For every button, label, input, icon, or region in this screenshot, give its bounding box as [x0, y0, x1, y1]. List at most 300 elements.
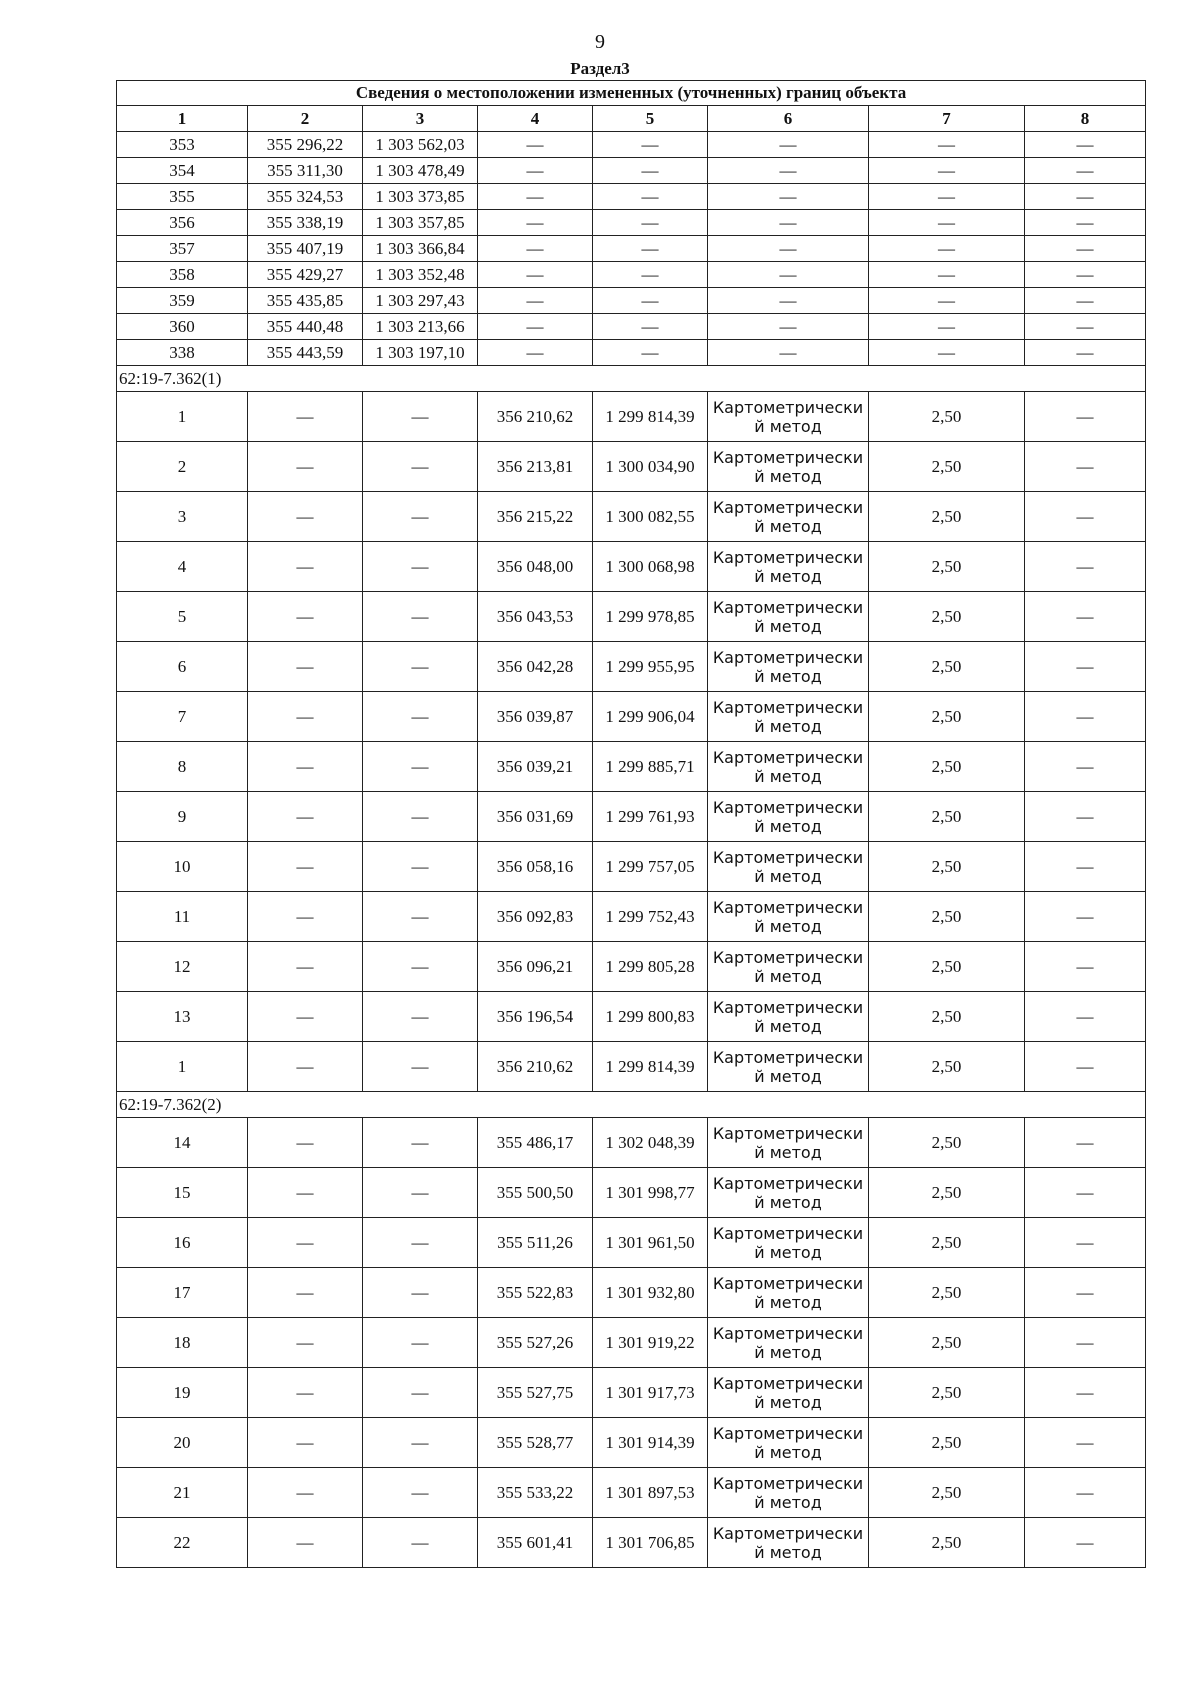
coordinate-x-cell: 355 511,26: [478, 1218, 593, 1268]
group-label: 62:19-7.362(2): [117, 1092, 1146, 1118]
empty-value-cell: —: [248, 1318, 363, 1368]
empty-value-cell: —: [708, 158, 869, 184]
coordinate-x-cell: 355 533,22: [478, 1468, 593, 1518]
point-number-cell: 22: [117, 1518, 248, 1568]
table-row: [117, 442, 1146, 492]
empty-value-cell: —: [1025, 592, 1146, 642]
empty-value-cell: —: [1025, 1518, 1146, 1568]
coordinate-y-cell: 1 303 357,85: [363, 210, 478, 236]
coordinate-x-cell: 356 210,62: [478, 392, 593, 442]
empty-value-cell: —: [1025, 542, 1146, 592]
empty-value-cell: —: [593, 158, 708, 184]
method-cell: Картометрически й метод: [708, 392, 869, 442]
column-header: 1: [117, 106, 248, 132]
coordinate-x-cell: 356 042,28: [478, 642, 593, 692]
coordinate-y-cell: 1 303 562,03: [363, 132, 478, 158]
empty-value-cell: —: [593, 314, 708, 340]
method-cell: Картометрически й метод: [708, 942, 869, 992]
empty-value-cell: —: [363, 1168, 478, 1218]
empty-value-cell: —: [363, 1468, 478, 1518]
empty-value-cell: —: [869, 210, 1025, 236]
method-cell: Картометрически й метод: [708, 1518, 869, 1568]
table-row: [117, 1418, 1146, 1468]
empty-value-cell: —: [248, 1518, 363, 1568]
empty-value-cell: —: [869, 288, 1025, 314]
coordinate-y-cell: 1 303 352,48: [363, 262, 478, 288]
empty-value-cell: —: [1025, 892, 1146, 942]
point-number-cell: 338: [117, 340, 248, 366]
empty-value-cell: —: [248, 992, 363, 1042]
table-row: [117, 1118, 1146, 1168]
empty-value-cell: —: [363, 842, 478, 892]
coordinate-y-cell: 1 303 197,10: [363, 340, 478, 366]
empty-value-cell: —: [1025, 392, 1146, 442]
empty-value-cell: —: [708, 236, 869, 262]
table-row: [117, 132, 1146, 158]
table-row: [117, 314, 1146, 340]
coordinate-x-cell: 355 486,17: [478, 1118, 593, 1168]
table-row: [117, 236, 1146, 262]
empty-value-cell: —: [248, 542, 363, 592]
method-cell: Картометрически й метод: [708, 1368, 869, 1418]
table-row: [117, 1218, 1146, 1268]
empty-value-cell: —: [363, 442, 478, 492]
table-row: [117, 392, 1146, 442]
empty-value-cell: —: [363, 1042, 478, 1092]
empty-value-cell: —: [593, 236, 708, 262]
method-cell: Картометрически й метод: [708, 1418, 869, 1468]
table-row: [117, 1268, 1146, 1318]
accuracy-cell: 2,50: [869, 642, 1025, 692]
empty-value-cell: —: [869, 314, 1025, 340]
coordinate-y-cell: 1 299 814,39: [593, 1042, 708, 1092]
point-number-cell: 5: [117, 592, 248, 642]
point-number-cell: 21: [117, 1468, 248, 1518]
coordinate-x-cell: 355 324,53: [248, 184, 363, 210]
coordinate-x-cell: 356 043,53: [478, 592, 593, 642]
empty-value-cell: —: [1025, 992, 1146, 1042]
table-row: [117, 288, 1146, 314]
empty-value-cell: —: [248, 692, 363, 742]
coordinate-y-cell: 1 299 800,83: [593, 992, 708, 1042]
empty-value-cell: —: [478, 236, 593, 262]
empty-value-cell: —: [1025, 314, 1146, 340]
coordinate-y-cell: 1 301 998,77: [593, 1168, 708, 1218]
empty-value-cell: —: [1025, 1168, 1146, 1218]
table-row: [117, 184, 1146, 210]
accuracy-cell: 2,50: [869, 492, 1025, 542]
coordinate-x-cell: 355 296,22: [248, 132, 363, 158]
point-number-cell: 6: [117, 642, 248, 692]
coordinate-y-cell: 1 301 917,73: [593, 1368, 708, 1418]
empty-value-cell: —: [1025, 1368, 1146, 1418]
empty-value-cell: —: [363, 942, 478, 992]
column-header: 3: [363, 106, 478, 132]
empty-value-cell: —: [478, 184, 593, 210]
method-cell: Картометрически й метод: [708, 692, 869, 742]
coordinate-y-cell: 1 301 897,53: [593, 1468, 708, 1518]
point-number-cell: 11: [117, 892, 248, 942]
empty-value-cell: —: [248, 592, 363, 642]
point-number-cell: 354: [117, 158, 248, 184]
empty-value-cell: —: [248, 1368, 363, 1418]
empty-value-cell: —: [363, 742, 478, 792]
point-number-cell: 7: [117, 692, 248, 742]
point-number-cell: 1: [117, 1042, 248, 1092]
empty-value-cell: —: [363, 1218, 478, 1268]
empty-value-cell: —: [1025, 1118, 1146, 1168]
empty-value-cell: —: [708, 340, 869, 366]
coordinate-y-cell: 1 299 761,93: [593, 792, 708, 842]
coordinate-y-cell: 1 303 373,85: [363, 184, 478, 210]
empty-value-cell: —: [593, 340, 708, 366]
column-header: 8: [1025, 106, 1146, 132]
empty-value-cell: —: [869, 184, 1025, 210]
empty-value-cell: —: [248, 742, 363, 792]
coordinate-y-cell: 1 303 213,66: [363, 314, 478, 340]
column-header: 4: [478, 106, 593, 132]
coordinate-x-cell: 355 440,48: [248, 314, 363, 340]
point-number-cell: 3: [117, 492, 248, 542]
empty-value-cell: —: [363, 1368, 478, 1418]
boundary-coordinates-table: [116, 80, 1146, 1568]
empty-value-cell: —: [363, 592, 478, 642]
point-number-cell: 355: [117, 184, 248, 210]
group-header-row: [117, 366, 1146, 392]
empty-value-cell: —: [248, 1218, 363, 1268]
empty-value-cell: —: [1025, 1468, 1146, 1518]
point-number-cell: 359: [117, 288, 248, 314]
column-header: 6: [708, 106, 869, 132]
empty-value-cell: —: [248, 1042, 363, 1092]
empty-value-cell: —: [1025, 942, 1146, 992]
empty-value-cell: —: [1025, 262, 1146, 288]
coordinate-y-cell: 1 303 478,49: [363, 158, 478, 184]
empty-value-cell: —: [1025, 132, 1146, 158]
empty-value-cell: —: [1025, 1218, 1146, 1268]
method-cell: Картометрически й метод: [708, 1218, 869, 1268]
point-number-cell: 9: [117, 792, 248, 842]
coordinate-y-cell: 1 303 366,84: [363, 236, 478, 262]
accuracy-cell: 2,50: [869, 392, 1025, 442]
method-cell: Картометрически й метод: [708, 892, 869, 942]
coordinate-x-cell: 355 429,27: [248, 262, 363, 288]
accuracy-cell: 2,50: [869, 1042, 1025, 1092]
method-cell: Картометрически й метод: [708, 642, 869, 692]
coordinate-y-cell: 1 299 805,28: [593, 942, 708, 992]
table-row: [117, 158, 1146, 184]
table-row: [117, 1042, 1146, 1092]
empty-value-cell: —: [1025, 442, 1146, 492]
accuracy-cell: 2,50: [869, 1218, 1025, 1268]
method-cell: Картометрически й метод: [708, 1318, 869, 1368]
empty-value-cell: —: [363, 1268, 478, 1318]
table-row: [117, 340, 1146, 366]
table-row: [117, 892, 1146, 942]
section-title: Раздел3: [570, 59, 630, 78]
point-number-cell: 1: [117, 392, 248, 442]
empty-value-cell: —: [248, 1168, 363, 1218]
method-cell: Картометрически й метод: [708, 742, 869, 792]
empty-value-cell: —: [248, 892, 363, 942]
table-row: [117, 1318, 1146, 1368]
empty-value-cell: —: [708, 210, 869, 236]
empty-value-cell: —: [248, 442, 363, 492]
empty-value-cell: —: [1025, 210, 1146, 236]
method-cell: Картометрически й метод: [708, 1168, 869, 1218]
coordinate-x-cell: 355 527,75: [478, 1368, 593, 1418]
accuracy-cell: 2,50: [869, 442, 1025, 492]
empty-value-cell: —: [363, 1518, 478, 1568]
accuracy-cell: 2,50: [869, 992, 1025, 1042]
table-row: [117, 492, 1146, 542]
coordinate-y-cell: 1 302 048,39: [593, 1118, 708, 1168]
coordinate-x-cell: 355 435,85: [248, 288, 363, 314]
method-cell: Картометрически й метод: [708, 792, 869, 842]
coordinate-y-cell: 1 299 752,43: [593, 892, 708, 942]
point-number-cell: 4: [117, 542, 248, 592]
coordinate-x-cell: 355 601,41: [478, 1518, 593, 1568]
empty-value-cell: —: [363, 692, 478, 742]
empty-value-cell: —: [593, 262, 708, 288]
empty-value-cell: —: [869, 262, 1025, 288]
column-header: 2: [248, 106, 363, 132]
table-row: [117, 942, 1146, 992]
empty-value-cell: —: [1025, 692, 1146, 742]
empty-value-cell: —: [363, 792, 478, 842]
empty-value-cell: —: [248, 1468, 363, 1518]
coordinate-y-cell: 1 299 757,05: [593, 842, 708, 892]
coordinate-y-cell: 1 301 706,85: [593, 1518, 708, 1568]
point-number-cell: 15: [117, 1168, 248, 1218]
table-row: [117, 542, 1146, 592]
empty-value-cell: —: [593, 132, 708, 158]
coordinate-x-cell: 356 210,62: [478, 1042, 593, 1092]
table-row: [117, 592, 1146, 642]
method-cell: Картометрически й метод: [708, 442, 869, 492]
empty-value-cell: —: [478, 210, 593, 236]
empty-value-cell: —: [248, 1118, 363, 1168]
accuracy-cell: 2,50: [869, 842, 1025, 892]
method-cell: Картометрически й метод: [708, 492, 869, 542]
table-row: [117, 792, 1146, 842]
point-number-cell: 10: [117, 842, 248, 892]
table-row: [117, 1168, 1146, 1218]
empty-value-cell: —: [708, 132, 869, 158]
accuracy-cell: 2,50: [869, 1318, 1025, 1368]
empty-value-cell: —: [363, 492, 478, 542]
empty-value-cell: —: [1025, 1268, 1146, 1318]
coordinate-y-cell: 1 301 932,80: [593, 1268, 708, 1318]
empty-value-cell: —: [1025, 184, 1146, 210]
empty-value-cell: —: [1025, 492, 1146, 542]
empty-value-cell: —: [1025, 340, 1146, 366]
coordinate-x-cell: 356 213,81: [478, 442, 593, 492]
accuracy-cell: 2,50: [869, 1468, 1025, 1518]
accuracy-cell: 2,50: [869, 1118, 1025, 1168]
table-row: [117, 1468, 1146, 1518]
group-header-row: [117, 1092, 1146, 1118]
coordinate-x-cell: 356 039,21: [478, 742, 593, 792]
method-cell: Картометрически й метод: [708, 842, 869, 892]
coordinate-x-cell: 355 527,26: [478, 1318, 593, 1368]
coordinate-y-cell: 1 299 906,04: [593, 692, 708, 742]
empty-value-cell: —: [869, 132, 1025, 158]
table-row: [117, 692, 1146, 742]
accuracy-cell: 2,50: [869, 1518, 1025, 1568]
point-number-cell: 20: [117, 1418, 248, 1468]
empty-value-cell: —: [708, 288, 869, 314]
method-cell: Картометрически й метод: [708, 1468, 869, 1518]
point-number-cell: 12: [117, 942, 248, 992]
empty-value-cell: —: [1025, 1042, 1146, 1092]
coordinate-x-cell: 356 048,00: [478, 542, 593, 592]
accuracy-cell: 2,50: [869, 542, 1025, 592]
method-cell: Картометрически й метод: [708, 592, 869, 642]
column-header: 7: [869, 106, 1025, 132]
coordinate-x-cell: 356 058,16: [478, 842, 593, 892]
coordinate-y-cell: 1 300 082,55: [593, 492, 708, 542]
accuracy-cell: 2,50: [869, 942, 1025, 992]
table-row: [117, 1518, 1146, 1568]
coordinate-x-cell: 356 215,22: [478, 492, 593, 542]
empty-value-cell: —: [248, 942, 363, 992]
empty-value-cell: —: [1025, 288, 1146, 314]
empty-value-cell: —: [363, 1418, 478, 1468]
method-cell: Картометрически й метод: [708, 1042, 869, 1092]
empty-value-cell: —: [1025, 236, 1146, 262]
empty-value-cell: —: [1025, 1318, 1146, 1368]
coordinate-y-cell: 1 300 034,90: [593, 442, 708, 492]
empty-value-cell: —: [248, 492, 363, 542]
coordinate-x-cell: 355 443,59: [248, 340, 363, 366]
table-row: [117, 742, 1146, 792]
table-caption: Сведения о местоположении измененных (уточненных) границ объекта: [117, 81, 1146, 106]
accuracy-cell: 2,50: [869, 742, 1025, 792]
empty-value-cell: —: [869, 158, 1025, 184]
accuracy-cell: 2,50: [869, 792, 1025, 842]
empty-value-cell: —: [478, 288, 593, 314]
empty-value-cell: —: [708, 262, 869, 288]
empty-value-cell: —: [1025, 642, 1146, 692]
empty-value-cell: —: [1025, 1418, 1146, 1468]
point-number-cell: 16: [117, 1218, 248, 1268]
point-number-cell: 2: [117, 442, 248, 492]
empty-value-cell: —: [478, 132, 593, 158]
coordinate-y-cell: 1 301 919,22: [593, 1318, 708, 1368]
empty-value-cell: —: [593, 288, 708, 314]
empty-value-cell: —: [248, 642, 363, 692]
empty-value-cell: —: [1025, 158, 1146, 184]
empty-value-cell: —: [248, 842, 363, 892]
empty-value-cell: —: [363, 992, 478, 1042]
point-number-cell: 357: [117, 236, 248, 262]
point-number-cell: 358: [117, 262, 248, 288]
page-number: 9: [595, 31, 605, 53]
column-header-row: [117, 106, 1146, 132]
coordinate-y-cell: 1 299 885,71: [593, 742, 708, 792]
empty-value-cell: —: [478, 158, 593, 184]
coordinate-x-cell: 355 528,77: [478, 1418, 593, 1468]
coordinate-x-cell: 356 196,54: [478, 992, 593, 1042]
table-row: [117, 642, 1146, 692]
coordinate-x-cell: 356 092,83: [478, 892, 593, 942]
empty-value-cell: —: [478, 314, 593, 340]
empty-value-cell: —: [708, 184, 869, 210]
coordinate-y-cell: 1 303 297,43: [363, 288, 478, 314]
coordinate-y-cell: 1 299 978,85: [593, 592, 708, 642]
coordinate-x-cell: 355 522,83: [478, 1268, 593, 1318]
coordinate-x-cell: 355 407,19: [248, 236, 363, 262]
coordinate-y-cell: 1 301 961,50: [593, 1218, 708, 1268]
coordinate-y-cell: 1 299 955,95: [593, 642, 708, 692]
coordinate-y-cell: 1 301 914,39: [593, 1418, 708, 1468]
empty-value-cell: —: [363, 392, 478, 442]
accuracy-cell: 2,50: [869, 692, 1025, 742]
point-number-cell: 14: [117, 1118, 248, 1168]
empty-value-cell: —: [1025, 742, 1146, 792]
method-cell: Картометрически й метод: [708, 542, 869, 592]
point-number-cell: 353: [117, 132, 248, 158]
table-row: [117, 1368, 1146, 1418]
coordinate-x-cell: 356 096,21: [478, 942, 593, 992]
accuracy-cell: 2,50: [869, 892, 1025, 942]
point-number-cell: 19: [117, 1368, 248, 1418]
point-number-cell: 360: [117, 314, 248, 340]
coordinate-x-cell: 356 039,87: [478, 692, 593, 742]
empty-value-cell: —: [248, 392, 363, 442]
group-label: 62:19-7.362(1): [117, 366, 1146, 392]
coordinate-y-cell: 1 299 814,39: [593, 392, 708, 442]
accuracy-cell: 2,50: [869, 1368, 1025, 1418]
empty-value-cell: —: [478, 340, 593, 366]
point-number-cell: 8: [117, 742, 248, 792]
table-row: [117, 262, 1146, 288]
empty-value-cell: —: [1025, 792, 1146, 842]
table-row: [117, 842, 1146, 892]
empty-value-cell: —: [363, 1318, 478, 1368]
method-cell: Картометрически й метод: [708, 1268, 869, 1318]
empty-value-cell: —: [869, 340, 1025, 366]
method-cell: Картометрически й метод: [708, 992, 869, 1042]
empty-value-cell: —: [593, 184, 708, 210]
accuracy-cell: 2,50: [869, 1418, 1025, 1468]
accuracy-cell: 2,50: [869, 592, 1025, 642]
empty-value-cell: —: [869, 236, 1025, 262]
point-number-cell: 17: [117, 1268, 248, 1318]
method-cell: Картометрически й метод: [708, 1118, 869, 1168]
empty-value-cell: —: [248, 1418, 363, 1468]
accuracy-cell: 2,50: [869, 1168, 1025, 1218]
coordinate-x-cell: 355 311,30: [248, 158, 363, 184]
coordinate-x-cell: 356 031,69: [478, 792, 593, 842]
empty-value-cell: —: [363, 1118, 478, 1168]
column-header: 5: [593, 106, 708, 132]
point-number-cell: 13: [117, 992, 248, 1042]
table-caption-row: [117, 81, 1146, 106]
accuracy-cell: 2,50: [869, 1268, 1025, 1318]
table-row: [117, 992, 1146, 1042]
table-row: [117, 210, 1146, 236]
empty-value-cell: —: [363, 542, 478, 592]
empty-value-cell: —: [248, 1268, 363, 1318]
point-number-cell: 18: [117, 1318, 248, 1368]
coordinate-x-cell: 355 338,19: [248, 210, 363, 236]
coordinate-y-cell: 1 300 068,98: [593, 542, 708, 592]
empty-value-cell: —: [248, 792, 363, 842]
empty-value-cell: —: [478, 262, 593, 288]
empty-value-cell: —: [708, 314, 869, 340]
